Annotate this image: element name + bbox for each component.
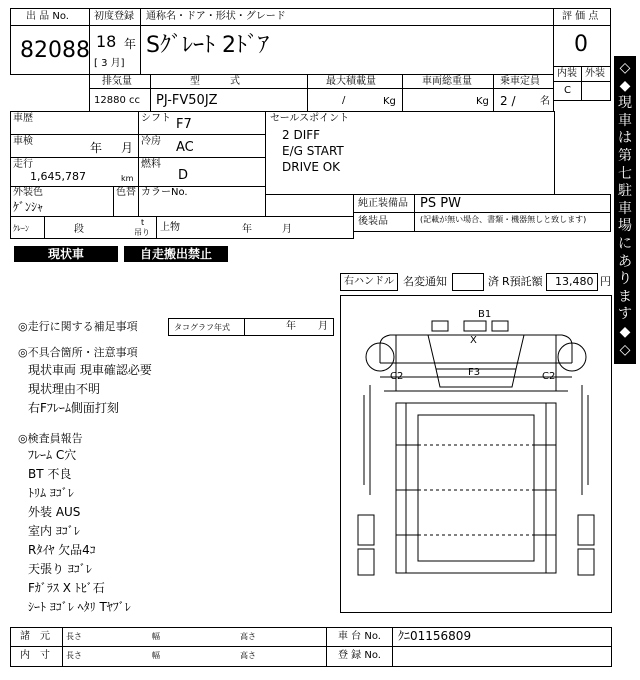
max-load: / bbox=[342, 95, 346, 106]
side-banner-char: 車 bbox=[618, 200, 632, 217]
gross-weight-label: 車両総重量 bbox=[422, 76, 472, 87]
displacement-label: 排気量 bbox=[102, 76, 132, 87]
side-banner-char: 駐 bbox=[618, 183, 632, 200]
fuel-label: 燃料 bbox=[141, 159, 161, 170]
model-name-label: 通称名・ドア・形状・グレード bbox=[146, 11, 286, 22]
score: 0 bbox=[574, 32, 588, 57]
specs-row-divider bbox=[10, 134, 266, 135]
footer-col-divider bbox=[62, 627, 63, 667]
tacho-year: 年 bbox=[286, 321, 296, 332]
first-reg-month: [ 3 月] bbox=[94, 58, 125, 69]
inspector-item: 外装 AUS bbox=[28, 505, 81, 519]
chassis-label: 車 台 No. bbox=[338, 631, 381, 642]
max-load-label: 最大積載量 bbox=[326, 76, 376, 87]
lot-no: 82088 bbox=[20, 38, 90, 63]
inspection-month: 月 bbox=[121, 141, 134, 155]
footer-table bbox=[10, 627, 612, 667]
side-banner-char: 第 bbox=[618, 147, 632, 164]
ext-color-label: 外装色 bbox=[13, 187, 43, 198]
crane-divider bbox=[156, 216, 157, 239]
crane-stage: 段 bbox=[74, 224, 84, 235]
lot-no-label: 出 品 No. bbox=[26, 11, 69, 22]
color-no-label2: カラーNo. bbox=[141, 187, 188, 198]
aftermarket-note: (記載が無い場合、書類・機器無しと致します) bbox=[420, 215, 587, 224]
first-reg-year-unit: 年 bbox=[124, 37, 137, 51]
crane-label: ｸﾚｰﾝ bbox=[13, 224, 29, 233]
driving-notes-title: ◎走行に関する補足事項 bbox=[18, 320, 138, 333]
inspector-title: ◎検査員報告 bbox=[18, 432, 83, 445]
side-banner-char: ま bbox=[618, 288, 632, 305]
inspector-item: 室内 ﾖｺﾞﾚ bbox=[28, 524, 80, 538]
score-label: 評 価 点 bbox=[562, 11, 599, 22]
side-banner-char: 車 bbox=[618, 112, 632, 129]
side-banner-text bbox=[614, 60, 636, 359]
history-label: 車歴 bbox=[13, 113, 33, 124]
diagram-mark: F3 bbox=[468, 367, 481, 378]
gross-weight-unit: Kg bbox=[476, 96, 489, 107]
mileage-label: 走行 bbox=[13, 159, 33, 170]
exterior-cell bbox=[581, 81, 611, 101]
shift-label: シフト bbox=[141, 113, 171, 124]
std-equipment: PS PW bbox=[420, 196, 461, 211]
tacho-month: 月 bbox=[318, 321, 328, 332]
displacement: 12880 cc bbox=[94, 95, 140, 106]
crane-ton-bottom: 吊り bbox=[134, 228, 150, 237]
dims-label: 諸 元 bbox=[20, 631, 50, 642]
upper-year: 年 bbox=[242, 224, 252, 235]
model-name: Sｸﾞﾚｰﾄ 2ﾄﾞｱ bbox=[146, 33, 269, 58]
recycle-fee-label: R預託額 bbox=[502, 275, 543, 288]
dims-height: 高さ bbox=[240, 632, 256, 641]
capacity-label: 乗車定員 bbox=[500, 76, 540, 87]
specs-row-divider bbox=[10, 157, 266, 158]
crane-row bbox=[10, 216, 354, 239]
model-code-label: 型 式 bbox=[190, 76, 240, 87]
chassis-no: ｸﾆ01156809 bbox=[398, 629, 472, 643]
side-banner-char: す bbox=[618, 306, 632, 323]
sales-point: DRIVE OK bbox=[282, 160, 341, 174]
side-banner-char: ◆ bbox=[619, 77, 631, 94]
side-banner-char: 七 bbox=[618, 165, 632, 182]
mileage: 1,645,787 bbox=[30, 170, 86, 183]
ext-color: ｹﾞﾝｼｬ bbox=[13, 200, 44, 214]
shift: F7 bbox=[176, 117, 192, 132]
truck-diagram bbox=[340, 295, 612, 613]
side-banner-char: ◇ bbox=[619, 341, 631, 358]
diagram-mark: X bbox=[470, 335, 477, 346]
first-reg-label: 初度登録 bbox=[94, 11, 134, 22]
ac-label: 冷房 bbox=[141, 136, 161, 147]
inspection-year: 年 bbox=[90, 141, 103, 155]
tacho-divider bbox=[244, 318, 245, 336]
sales-point: 2 DIFF bbox=[282, 128, 321, 142]
cargo-height: 高さ bbox=[240, 651, 256, 660]
sales-point: E/G START bbox=[282, 144, 344, 158]
inspector-item: Fｶﾞﾗｽ X ﾄﾋﾞ石 bbox=[28, 581, 105, 595]
specs-col-divider bbox=[138, 111, 139, 187]
exterior-label: 外装 bbox=[585, 68, 605, 79]
side-banner-char: ◇ bbox=[619, 60, 631, 76]
footer-col-divider bbox=[326, 627, 327, 667]
side-banner-char: あ bbox=[618, 253, 632, 270]
inspector-item: ﾌﾚｰﾑ C穴 bbox=[28, 448, 77, 462]
inspector-item: ｼｰﾄ ﾖｺﾞﾚ ﾍﾀﾘ Tﾔﾌﾞﾚ bbox=[28, 600, 131, 614]
color-divider bbox=[113, 186, 114, 217]
recycle-fee: 13,480 bbox=[555, 275, 594, 288]
upper-month: 月 bbox=[282, 224, 292, 235]
aftermarket-label: 後装品 bbox=[358, 216, 388, 227]
cargo-label: 内 寸 bbox=[20, 650, 50, 661]
diagram-mark: C2 bbox=[542, 371, 556, 382]
diagram-mark: B1 bbox=[478, 309, 492, 320]
yen: 円 bbox=[600, 275, 611, 288]
inspector-item: 天張り ﾖｺﾞﾚ bbox=[28, 562, 92, 576]
defect-item: 現状車両 現車確認必要 bbox=[28, 363, 152, 377]
reg-label: 登 録 No. bbox=[338, 650, 381, 661]
footer-row-divider bbox=[10, 646, 612, 647]
as-is-badge: 現状車 bbox=[14, 246, 118, 262]
recycle-label: 済 bbox=[488, 275, 499, 288]
upper-label: 上物 bbox=[160, 222, 180, 233]
footer-col-divider bbox=[392, 627, 393, 667]
inspector-item: Rﾀｲﾔ 欠品4ｺ bbox=[28, 543, 96, 557]
tacho-label: タコグラフ年式 bbox=[174, 323, 230, 332]
inspector-item: BT 不良 bbox=[28, 467, 72, 481]
diagram-mark: C2 bbox=[390, 371, 404, 382]
crane-ton-top: t bbox=[141, 218, 145, 227]
std-equipment-label: 純正装備品 bbox=[358, 198, 408, 209]
mileage-unit: km bbox=[121, 174, 134, 183]
sales-points-label: セールスポイント bbox=[270, 113, 350, 124]
dims-width: 幅 bbox=[152, 632, 160, 641]
interior-label: 内装 bbox=[557, 68, 577, 79]
no-self-drive-badge: 自走搬出禁止 bbox=[124, 246, 228, 262]
name-change-label: 名変通知 bbox=[403, 275, 447, 288]
model-code: PJ-FV50JZ bbox=[156, 93, 218, 108]
defect-item: 右Fﾌﾚｰﾑ側面打刻 bbox=[28, 401, 119, 415]
name-change-box bbox=[452, 273, 484, 291]
color-divider bbox=[138, 186, 139, 217]
side-banner-char: ◆ bbox=[619, 323, 631, 340]
handle: 右ハンドル bbox=[344, 276, 394, 287]
side-banner-char: は bbox=[618, 130, 632, 147]
side-banner-char: 現 bbox=[618, 95, 632, 112]
color-no-label: 色替 bbox=[116, 187, 136, 198]
inspection-label: 車検 bbox=[13, 136, 33, 147]
cargo-width: 幅 bbox=[152, 651, 160, 660]
capacity-unit: 名 bbox=[540, 96, 550, 107]
first-reg-year: 18 bbox=[96, 32, 117, 51]
crane-divider bbox=[44, 216, 45, 239]
fuel: D bbox=[178, 168, 189, 183]
side-banner-char: 場 bbox=[618, 218, 632, 235]
side-banner-char: に bbox=[618, 235, 632, 252]
max-load-unit: Kg bbox=[383, 96, 396, 107]
interior-grade: C bbox=[564, 85, 571, 96]
cargo-len: 長さ bbox=[66, 651, 82, 660]
defects-title: ◎不具合箇所・注意事項 bbox=[18, 346, 138, 359]
ac: AC bbox=[176, 140, 194, 155]
side-banner-char: り bbox=[618, 271, 632, 288]
inspector-item: ﾄﾘﾑ ﾖｺﾞﾚ bbox=[28, 486, 74, 500]
defect-item: 現状理由不明 bbox=[28, 382, 101, 396]
dims-len: 長さ bbox=[66, 632, 82, 641]
capacity: 2 / bbox=[500, 94, 516, 108]
